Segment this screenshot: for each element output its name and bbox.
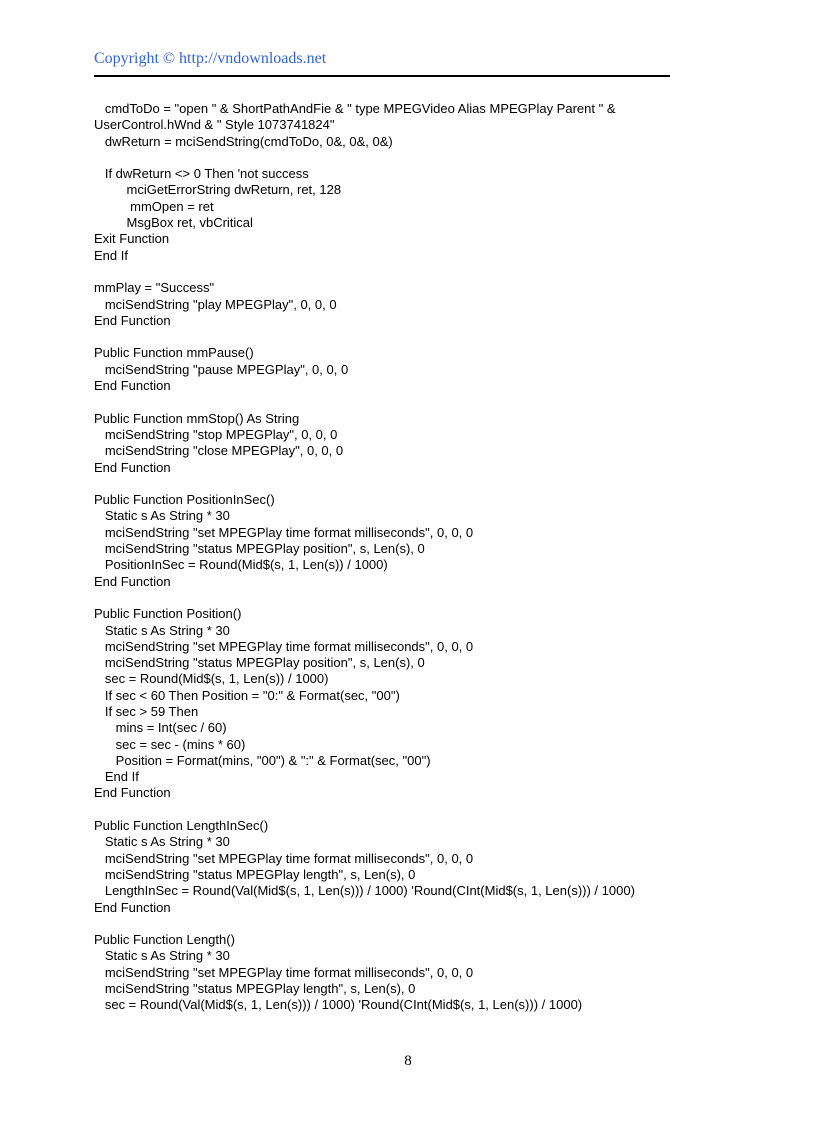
code-line: Public Function Position() xyxy=(94,606,242,622)
code-line: mciSendString "set MPEGPlay time format milliseconds", 0, 0, 0 xyxy=(94,638,474,654)
code-line: mciSendString "set MPEGPlay time format milliseconds", 0, 0, 0 xyxy=(94,524,474,540)
code-line: mciSendString "set MPEGPlay time format milliseconds", 0, 0, 0 xyxy=(94,850,474,866)
code-line: If sec < 60 Then Position = "0:" & Format(sec, "00") xyxy=(94,687,400,703)
code-line: sec = Round(Mid$(s, 1, Len(s)) / 1000) xyxy=(94,671,329,687)
code-line xyxy=(94,916,734,932)
code-line: End If xyxy=(94,769,139,785)
code-line: End If xyxy=(94,247,128,263)
code-line: Public Function mmPause() xyxy=(94,345,254,361)
code-line: MsgBox ret, vbCritical xyxy=(94,215,253,231)
code-line xyxy=(94,476,734,492)
code-line xyxy=(94,264,734,280)
code-line: End Function xyxy=(94,899,171,915)
code-line: UserControl.hWnd & " Style 1073741824" xyxy=(94,117,335,133)
code-line: LengthInSec = Round(Val(Mid$(s, 1, Len(s))) / 1000) 'Round(CInt(Mid$(s, 1, Len(s))) / 1000) xyxy=(94,883,635,899)
code-line: cmdToDo = "open " & ShortPathAndFie & " type MPEGVideo Alias MPEGPlay Parent " & xyxy=(94,101,616,116)
code-line: End Function xyxy=(94,785,171,801)
code-line xyxy=(94,590,734,606)
code-line: mmOpen = ret xyxy=(94,198,214,214)
code-line: Static s As String * 30 xyxy=(94,834,230,850)
code-line xyxy=(94,802,734,818)
code-line: End Function xyxy=(94,459,171,475)
code-line: Static s As String * 30 xyxy=(94,622,230,638)
code-line: mciGetErrorString dwReturn, ret, 128 xyxy=(94,182,342,198)
code-line: mciSendString "stop MPEGPlay", 0, 0, 0 xyxy=(94,426,338,442)
code-line: mciSendString "status MPEGPlay position", s, Len(s), 0 xyxy=(94,541,425,557)
code-line: If dwReturn <> 0 Then 'not success xyxy=(94,166,309,182)
code-line: sec = Round(Val(Mid$(s, 1, Len(s))) / 1000) 'Round(CInt(Mid$(s, 1, Len(s))) / 1000) xyxy=(94,997,583,1013)
code-line xyxy=(94,394,734,410)
code-line: End Function xyxy=(94,573,171,589)
code-line: Exit Function xyxy=(94,231,170,247)
code-line: mciSendString "pause MPEGPlay", 0, 0, 0 xyxy=(94,361,349,377)
code-line: Public Function Length() xyxy=(94,932,235,948)
code-line: dwReturn = mciSendString(cmdToDo, 0&, 0&, 0&) xyxy=(94,133,393,149)
page-number: 8 xyxy=(404,1053,412,1069)
code-line xyxy=(94,329,734,345)
code-line: End Function xyxy=(94,378,171,394)
code-line: PositionInSec = Round(Mid$(s, 1, Len(s)) / 1000) xyxy=(94,557,388,573)
code-listing xyxy=(94,101,734,1014)
code-line: Public Function LengthInSec() xyxy=(94,818,269,834)
code-line: Public Function mmStop() As String xyxy=(94,410,300,426)
code-line: mmPlay = "Success" xyxy=(94,280,215,296)
code-line: Static s As String * 30 xyxy=(94,948,230,964)
code-line: Public Function PositionInSec() xyxy=(94,492,275,508)
copyright-header: Copyright © http://vndownloads.net xyxy=(94,50,327,67)
code-line: mins = Int(sec / 60) xyxy=(94,720,227,736)
code-line: mciSendString "set MPEGPlay time format milliseconds", 0, 0, 0 xyxy=(94,964,474,980)
code-line xyxy=(94,150,734,166)
header-rule xyxy=(94,75,670,77)
code-line: mciSendString "close MPEGPlay", 0, 0, 0 xyxy=(94,443,344,459)
code-line: Static s As String * 30 xyxy=(94,508,230,524)
code-line: Position = Format(mins, "00") & ":" & Format(sec, "00") xyxy=(94,752,431,768)
code-line: mciSendString "play MPEGPlay", 0, 0, 0 xyxy=(94,296,337,312)
code-line: mciSendString "status MPEGPlay position", s, Len(s), 0 xyxy=(94,655,425,671)
code-line: mciSendString "status MPEGPlay length", s, Len(s), 0 xyxy=(94,866,416,882)
code-line: sec = sec - (mins * 60) xyxy=(94,736,246,752)
code-line: If sec > 59 Then xyxy=(94,703,199,719)
code-line: mciSendString "status MPEGPlay length", s, Len(s), 0 xyxy=(94,981,416,997)
code-line: End Function xyxy=(94,312,171,328)
